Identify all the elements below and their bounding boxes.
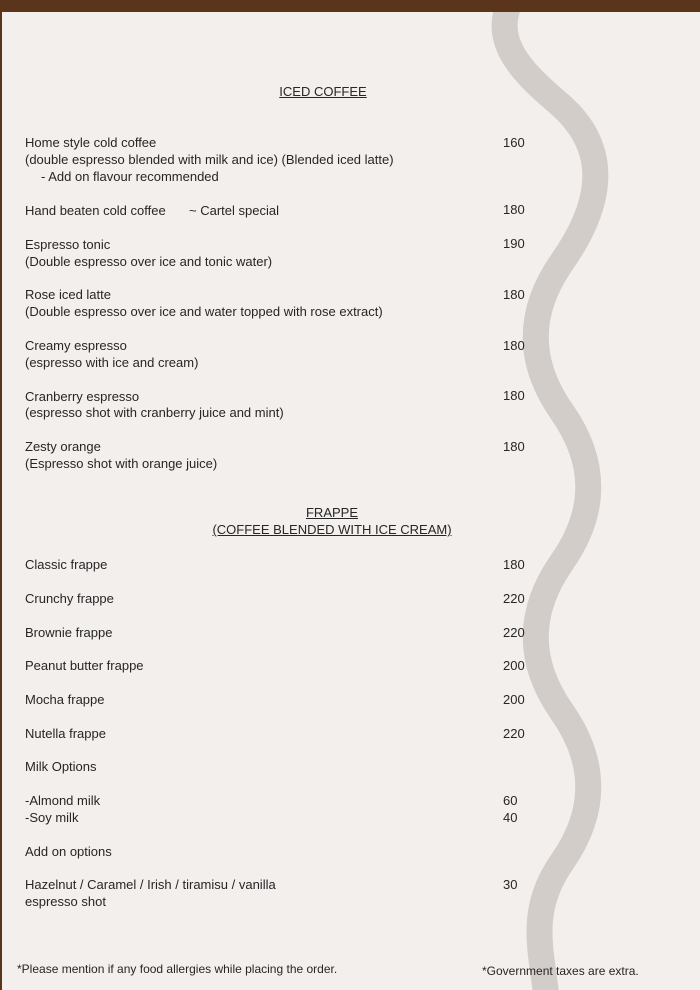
addon-line1: Hazelnut / Caramel / Irish / tiramisu / vanilla (25, 877, 276, 892)
item-name: Hand beaten cold coffee (25, 203, 166, 218)
item-description: (double espresso blended with milk and ice) (Blended iced latte) (25, 152, 394, 167)
item-price: 220 (503, 591, 525, 606)
addon-options-title: Add on options (25, 844, 112, 859)
milk-item-name: -Soy milk (25, 810, 79, 825)
item-price: 160 (503, 135, 525, 150)
item-name: Zesty orange (25, 439, 101, 454)
item-price: 180 (503, 338, 525, 353)
item-name: Cranberry espresso (25, 389, 140, 404)
taxes-note: *Government taxes are extra. (482, 964, 639, 978)
milk-item-price: 40 (503, 810, 518, 825)
item-name: Peanut butter frappe (25, 658, 144, 673)
frappe-subheading: (COFFEE BLENDED WITH ICE CREAM) (212, 522, 452, 537)
menu-page (2, 12, 700, 990)
item-name: Home style cold coffee (25, 135, 157, 150)
iced-coffee-heading: ICED COFFEE (279, 84, 367, 99)
item-name: Rose iced latte (25, 287, 111, 302)
item-tag: ~ Cartel special (189, 203, 279, 218)
item-name: Espresso tonic (25, 237, 111, 252)
item-description: (Double espresso over ice and tonic water) (25, 254, 273, 269)
item-name: Nutella frappe (25, 726, 106, 741)
item-price: 180 (503, 439, 525, 454)
item-price: 200 (503, 692, 525, 707)
item-price: 220 (503, 625, 525, 640)
addon-line2: espresso shot (25, 894, 106, 909)
item-name: Classic frappe (25, 557, 108, 572)
item-description: (Double espresso over ice and water topped with rose extract) (25, 304, 383, 319)
item-price: 180 (503, 557, 525, 572)
item-price: 220 (503, 726, 525, 741)
frappe-heading: FRAPPE (305, 505, 358, 520)
milk-item-price: 60 (503, 793, 518, 808)
item-name: Crunchy frappe (25, 591, 114, 606)
item-price: 180 (503, 388, 525, 403)
item-description: (espresso with ice and cream) (25, 355, 199, 370)
item-description: (Espresso shot with orange juice) (25, 456, 218, 471)
item-price: 180 (503, 202, 525, 217)
milk-options-title: Milk Options (25, 759, 97, 774)
item-description: - Add on flavour recommended (41, 169, 219, 184)
addon-price: 30 (503, 877, 518, 892)
item-price: 190 (503, 236, 525, 251)
wave-stroke (505, 12, 596, 990)
item-name: Mocha frappe (25, 692, 105, 707)
item-price: 180 (503, 287, 525, 302)
allergy-note: *Please mention if any food allergies while placing the order. (17, 962, 338, 976)
item-name: Brownie frappe (25, 625, 113, 640)
milk-item-name: -Almond milk (25, 793, 101, 808)
item-description: (espresso shot with cranberry juice and mint) (25, 405, 284, 420)
item-price: 200 (503, 658, 525, 673)
item-name: Creamy espresso (25, 338, 127, 353)
